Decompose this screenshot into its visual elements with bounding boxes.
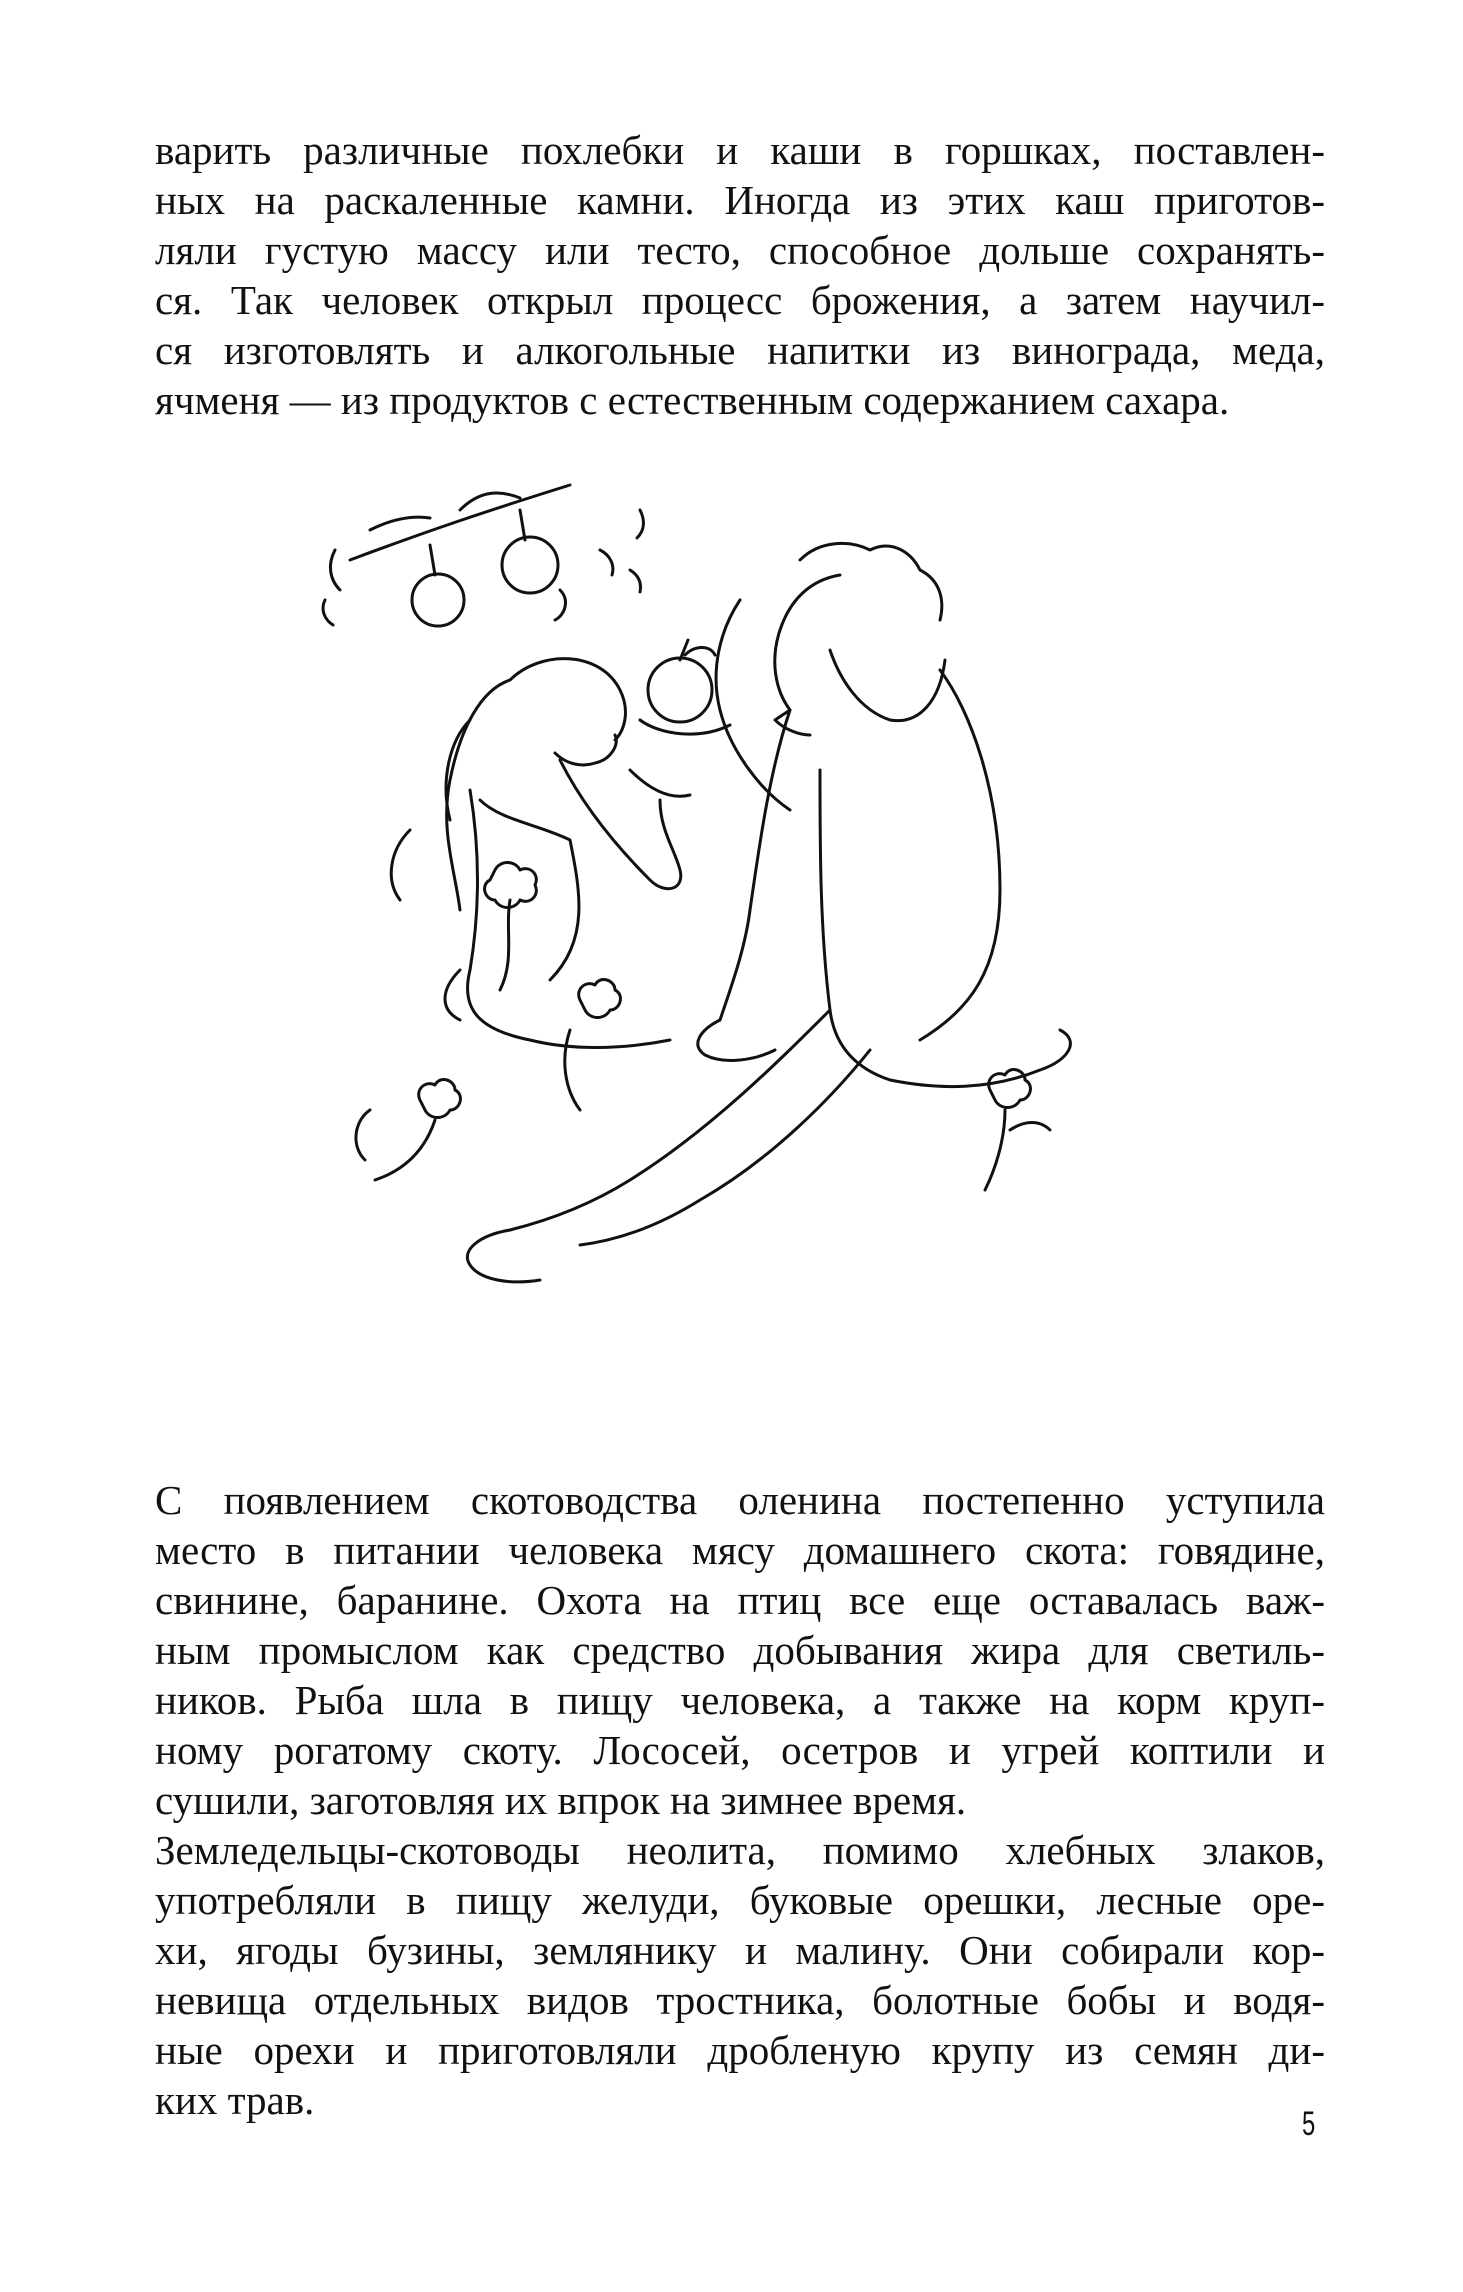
text-line: невища отдельных видов тростника, болотные бобы и водя- (155, 1977, 1325, 2023)
text-line: место в питании человека мясу домашнего скота: говядине, (155, 1527, 1325, 1573)
text-line: Земледельцы-скотоводы неолита, помимо хлебных злаков, (155, 1827, 1325, 1873)
man-figure (467, 543, 1070, 1281)
top-paragraph (155, 125, 1325, 425)
text-line: ся. Так человек открыл процесс брожения, а затем научил- (155, 277, 1325, 323)
text-line: свинине, баранине. Охота на птиц все еще оставалась важ- (155, 1577, 1325, 1623)
text-line: ные орехи и приготовляли дробленую крупу из семян ди- (155, 2027, 1325, 2073)
text-line: ся изготовлять и алкогольные напитки из винограда, меда, (155, 327, 1325, 373)
page-number: 5 (1302, 2105, 1316, 2143)
text-line: ляли густую массу или тесто, способное дольше сохранять- (155, 227, 1325, 273)
bottom-paragraph (155, 1475, 1325, 2125)
illustration-adam-eve (310, 470, 1130, 1390)
text-line: ному рогатому скоту. Лососей, осетров и угрей коптили и (155, 1727, 1325, 1773)
text-line: ких трав. (155, 2077, 315, 2123)
text-line: употребляли в пищу желуди, буковые орешки, лесные оре- (155, 1877, 1325, 1923)
text-line: хи, ягоды бузины, землянику и малину. Они собирали кор- (155, 1927, 1325, 1973)
text-line: ных на раскаленные камни. Иногда из этих каш приготов- (155, 177, 1325, 223)
text-line: ячменя — из продуктов с естественным содержанием сахара. (155, 377, 1230, 423)
text-line: ным промыслом как средство добывания жира для светиль- (155, 1627, 1325, 1673)
text-line: сушили, заготовляя их впрок на зимнее время. (155, 1777, 967, 1823)
flower-icon (356, 863, 1050, 1191)
text-line: ников. Рыба шла в пищу человека, а также на корм круп- (155, 1677, 1325, 1723)
text-line: варить различные похлебки и каши в горшках, поставлен- (155, 127, 1325, 173)
woman-figure (391, 659, 690, 1048)
apple-branch-icon (323, 485, 643, 626)
text-line: С появлением скотоводства оленина постепенно уступила (155, 1477, 1325, 1523)
